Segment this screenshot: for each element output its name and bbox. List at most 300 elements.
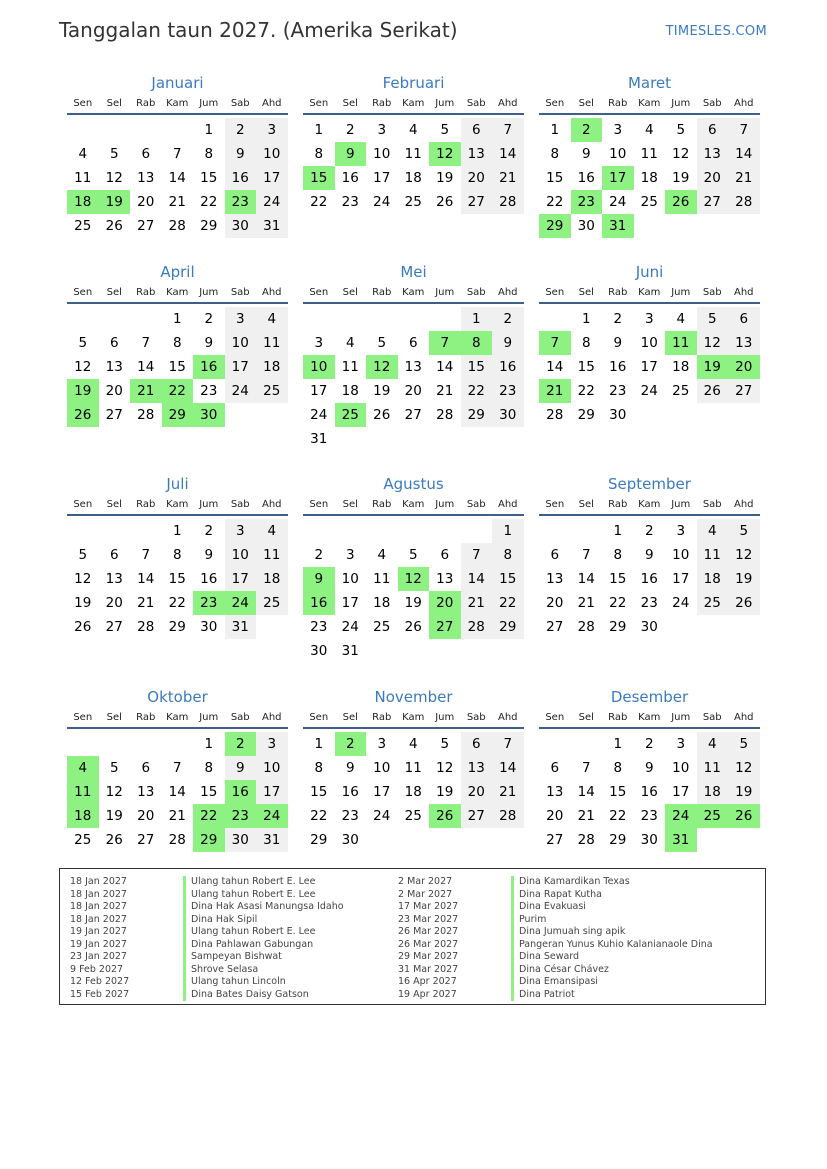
week-row bbox=[539, 355, 760, 379]
holiday-marker bbox=[183, 939, 186, 952]
day-cell: 13 bbox=[137, 784, 155, 800]
day-cell: 1 bbox=[314, 736, 324, 752]
day-cell-weekend: 11 bbox=[697, 543, 729, 567]
day-cell: 18 bbox=[672, 359, 690, 375]
legend-date: 31 Mar 2027 bbox=[398, 963, 459, 975]
day-cell: 29 bbox=[609, 832, 627, 848]
day-cell-weekend: 4 bbox=[256, 519, 288, 543]
day-cell: 18 bbox=[341, 383, 359, 399]
month-title: Oktober bbox=[147, 688, 208, 706]
weekday-label: Kam bbox=[402, 287, 425, 298]
day-cell-weekend: 20 bbox=[461, 166, 493, 190]
weekday-label: Sab bbox=[466, 712, 486, 723]
day-cell: 25 bbox=[404, 808, 422, 824]
weekday-label: Rab bbox=[372, 712, 392, 723]
day-cell: 4 bbox=[676, 311, 686, 327]
week-row bbox=[303, 756, 524, 780]
weekday-label: Ahd bbox=[497, 499, 518, 510]
day-cell: 20 bbox=[137, 808, 155, 824]
day-cell: 10 bbox=[609, 146, 627, 162]
day-cell: 26 bbox=[436, 194, 454, 210]
site-logo[interactable]: TIMESLES.COM bbox=[665, 24, 767, 39]
month-januari bbox=[67, 73, 288, 238]
day-cell-weekend: 1 bbox=[461, 307, 493, 331]
day-cell-empty bbox=[728, 214, 760, 238]
week-row bbox=[303, 355, 524, 379]
day-cell: 30 bbox=[310, 643, 328, 659]
day-cell-holiday: 8 bbox=[461, 331, 493, 355]
weekday-label: Ahd bbox=[733, 98, 754, 109]
day-cell: 28 bbox=[577, 832, 595, 848]
day-cell-weekend: 25 bbox=[697, 591, 729, 615]
day-cell-weekend: 10 bbox=[256, 142, 288, 166]
day-cell-weekend: 6 bbox=[461, 732, 493, 756]
day-cell-empty bbox=[571, 519, 603, 543]
day-cell-weekend: 12 bbox=[697, 331, 729, 355]
legend-holiday-name: Dina Seward bbox=[519, 951, 580, 962]
day-cell: 15 bbox=[168, 359, 186, 375]
holiday-marker bbox=[183, 889, 186, 902]
day-cell-holiday: 11 bbox=[67, 780, 99, 804]
weekday-label: Sab bbox=[230, 499, 250, 510]
weekday-label: Jum bbox=[199, 499, 219, 510]
legend-date: 18 Jan 2027 bbox=[70, 888, 127, 900]
day-cell: 5 bbox=[440, 736, 450, 752]
day-cell: 14 bbox=[546, 359, 564, 375]
legend-row bbox=[70, 989, 344, 1002]
weekday-header bbox=[303, 498, 524, 516]
weekday-label: Sel bbox=[342, 287, 358, 298]
day-cell-weekend: 27 bbox=[461, 804, 493, 828]
day-cell: 15 bbox=[546, 170, 564, 186]
day-cell: 22 bbox=[546, 194, 564, 210]
holiday-marker bbox=[183, 914, 186, 927]
legend-holiday-name: Dina Kamardikan Texas bbox=[519, 876, 630, 887]
day-cell: 5 bbox=[377, 335, 387, 351]
day-cell: 5 bbox=[78, 335, 88, 351]
holiday-marker bbox=[183, 876, 186, 889]
day-cell-holiday: 11 bbox=[665, 331, 697, 355]
day-cell-weekend: 12 bbox=[728, 543, 760, 567]
day-cell-weekend: 28 bbox=[461, 615, 493, 639]
weekday-label: Ahd bbox=[733, 712, 754, 723]
day-cell: 25 bbox=[640, 194, 658, 210]
day-cell-weekend: 18 bbox=[256, 567, 288, 591]
day-cell-empty bbox=[398, 307, 430, 331]
day-cell: 21 bbox=[577, 808, 595, 824]
week-row bbox=[67, 780, 288, 804]
legend-row bbox=[70, 901, 344, 914]
weekday-label: Ahd bbox=[261, 499, 282, 510]
day-cell-empty bbox=[99, 732, 131, 756]
day-cell-empty bbox=[728, 828, 760, 852]
day-cell-holiday: 21 bbox=[539, 379, 571, 403]
day-cell-empty bbox=[634, 214, 666, 238]
holiday-marker bbox=[511, 914, 514, 927]
day-cell-empty bbox=[335, 427, 367, 451]
day-cell-weekend: 20 bbox=[697, 166, 729, 190]
day-cell: 22 bbox=[609, 595, 627, 611]
week-row bbox=[303, 567, 524, 591]
day-cell-empty bbox=[539, 519, 571, 543]
day-cell: 30 bbox=[640, 619, 658, 635]
day-cell-holiday: 23 bbox=[193, 591, 225, 615]
day-cell: 1 bbox=[581, 311, 591, 327]
day-cell-holiday: 23 bbox=[571, 190, 603, 214]
day-cell-holiday: 4 bbox=[67, 756, 99, 780]
legend-date: 9 Feb 2027 bbox=[70, 963, 124, 975]
day-cell-weekend: 19 bbox=[728, 780, 760, 804]
day-cell-holiday: 9 bbox=[303, 567, 335, 591]
weekday-label: Jum bbox=[435, 499, 455, 510]
day-cell: 24 bbox=[640, 383, 658, 399]
legend-date: 15 Feb 2027 bbox=[70, 988, 130, 1000]
day-cell: 3 bbox=[345, 547, 355, 563]
week-row bbox=[539, 567, 760, 591]
weekday-label: Sel bbox=[106, 287, 122, 298]
day-cell: 29 bbox=[609, 619, 627, 635]
day-cell: 22 bbox=[200, 194, 218, 210]
week-row bbox=[67, 118, 288, 142]
weekday-label: Sel bbox=[578, 712, 594, 723]
day-cell-holiday: 9 bbox=[335, 142, 367, 166]
day-cell-weekend: 6 bbox=[728, 307, 760, 331]
week-row bbox=[539, 543, 760, 567]
day-cell-holiday: 26 bbox=[728, 804, 760, 828]
week-row bbox=[539, 756, 760, 780]
legend-holiday-name: Ulang tahun Robert E. Lee bbox=[191, 888, 316, 900]
day-cell-holiday: 21 bbox=[130, 379, 162, 403]
holiday-marker bbox=[511, 976, 514, 989]
weekday-label: Kam bbox=[166, 287, 189, 298]
day-cell: 4 bbox=[408, 122, 418, 138]
day-cell-empty bbox=[366, 307, 398, 331]
day-cell: 30 bbox=[341, 832, 359, 848]
day-cell-weekend: 3 bbox=[225, 307, 257, 331]
day-cell: 14 bbox=[577, 571, 595, 587]
day-cell-holiday: 18 bbox=[67, 190, 99, 214]
week-row bbox=[67, 331, 288, 355]
day-cell: 1 bbox=[550, 122, 560, 138]
day-cell-weekend: 24 bbox=[256, 190, 288, 214]
day-cell: 28 bbox=[577, 619, 595, 635]
day-cell-weekend: 18 bbox=[697, 780, 729, 804]
holiday-marker bbox=[511, 964, 514, 977]
day-cell-weekend: 3 bbox=[256, 732, 288, 756]
legend-date: 16 Apr 2027 bbox=[398, 976, 457, 987]
day-cell-empty bbox=[634, 403, 666, 427]
day-cell: 14 bbox=[436, 359, 454, 375]
day-cell-weekend: 12 bbox=[728, 756, 760, 780]
day-cell: 20 bbox=[137, 194, 155, 210]
day-cell-empty bbox=[256, 615, 288, 639]
legend-date: 2 Mar 2027 bbox=[398, 876, 453, 887]
legend-holiday-name: Dina Hak Sipil bbox=[191, 913, 258, 925]
week-row bbox=[539, 519, 760, 543]
day-cell-weekend: 14 bbox=[492, 142, 524, 166]
day-cell: 1 bbox=[613, 736, 623, 752]
day-cell-weekend: 26 bbox=[728, 591, 760, 615]
day-cell: 17 bbox=[672, 784, 690, 800]
month-title: Januari bbox=[151, 74, 204, 92]
day-cell-empty bbox=[665, 403, 697, 427]
month-desember bbox=[539, 687, 760, 852]
day-cell-weekend: 27 bbox=[461, 190, 493, 214]
day-cell: 24 bbox=[373, 194, 391, 210]
week-row bbox=[539, 118, 760, 142]
weekday-label: Sel bbox=[578, 98, 594, 109]
week-row bbox=[67, 591, 288, 615]
day-cell: 18 bbox=[640, 170, 658, 186]
week-row bbox=[303, 166, 524, 190]
day-cell: 9 bbox=[581, 146, 591, 162]
day-cell: 29 bbox=[577, 407, 595, 423]
legend-row bbox=[398, 876, 713, 889]
weekday-header bbox=[67, 498, 288, 516]
weekday-label: Rab bbox=[136, 712, 156, 723]
legend-row bbox=[70, 926, 344, 939]
day-cell-holiday: 24 bbox=[225, 591, 257, 615]
weekday-label: Rab bbox=[608, 98, 628, 109]
legend-holiday-name: Dina Emansipasi bbox=[519, 976, 598, 987]
day-cell-empty bbox=[461, 519, 493, 543]
day-cell-holiday: 29 bbox=[162, 403, 194, 427]
day-cell: 6 bbox=[141, 146, 151, 162]
day-cell-weekend: 9 bbox=[225, 142, 257, 166]
week-row bbox=[539, 591, 760, 615]
day-cell-weekend: 14 bbox=[492, 756, 524, 780]
legend-row bbox=[70, 964, 344, 977]
legend-date: 19 Jan 2027 bbox=[70, 926, 127, 937]
day-cell: 9 bbox=[644, 547, 654, 563]
day-cell: 25 bbox=[404, 194, 422, 210]
day-cell: 24 bbox=[341, 619, 359, 635]
day-cell: 6 bbox=[109, 335, 119, 351]
day-cell: 23 bbox=[341, 808, 359, 824]
day-cell-weekend: 22 bbox=[492, 591, 524, 615]
day-cell: 19 bbox=[105, 808, 123, 824]
month-juni bbox=[539, 262, 760, 427]
legend-holiday-name: Dina Patriot bbox=[519, 988, 575, 1000]
day-cell-weekend: 15 bbox=[492, 567, 524, 591]
day-cell-weekend: 27 bbox=[728, 379, 760, 403]
day-cell-empty bbox=[539, 307, 571, 331]
weekday-label: Sen bbox=[309, 499, 329, 510]
day-cell-weekend: 31 bbox=[225, 615, 257, 639]
weekday-label: Sen bbox=[545, 499, 565, 510]
week-row bbox=[67, 166, 288, 190]
month-oktober bbox=[67, 687, 288, 852]
day-cell-weekend: 10 bbox=[225, 331, 257, 355]
day-cell: 14 bbox=[137, 359, 155, 375]
legend-column-right bbox=[398, 876, 713, 1001]
day-cell-empty bbox=[162, 732, 194, 756]
weekday-label: Rab bbox=[136, 98, 156, 109]
day-cell-holiday: 12 bbox=[366, 355, 398, 379]
day-cell-weekend: 10 bbox=[225, 543, 257, 567]
weekday-label: Rab bbox=[372, 287, 392, 298]
day-cell-weekend: 20 bbox=[461, 780, 493, 804]
day-cell: 13 bbox=[546, 784, 564, 800]
day-cell-weekend: 25 bbox=[256, 591, 288, 615]
day-cell: 1 bbox=[314, 122, 324, 138]
weekday-label: Jum bbox=[435, 712, 455, 723]
legend-row bbox=[398, 951, 713, 964]
legend-row bbox=[70, 889, 344, 902]
day-cell: 6 bbox=[550, 760, 560, 776]
day-cell: 8 bbox=[204, 760, 214, 776]
day-cell-empty bbox=[461, 639, 493, 663]
month-februari bbox=[303, 73, 524, 214]
weekday-label: Rab bbox=[136, 287, 156, 298]
day-cell: 8 bbox=[172, 547, 182, 563]
day-cell-weekend: 18 bbox=[697, 567, 729, 591]
day-cell: 29 bbox=[168, 619, 186, 635]
weekday-label: Jum bbox=[199, 287, 219, 298]
day-cell-holiday: 29 bbox=[193, 828, 225, 852]
day-cell-holiday: 12 bbox=[398, 567, 430, 591]
weekday-label: Kam bbox=[402, 712, 425, 723]
legend-holiday-name: Ulang tahun Robert E. Lee bbox=[191, 876, 316, 887]
legend-holiday-name: Dina Evakuasi bbox=[519, 901, 586, 912]
day-cell-holiday: 25 bbox=[697, 804, 729, 828]
legend-holiday-name: Ulang tahun Robert E. Lee bbox=[191, 926, 316, 937]
weekday-label: Ahd bbox=[261, 98, 282, 109]
day-cell: 10 bbox=[640, 335, 658, 351]
day-cell: 7 bbox=[172, 146, 182, 162]
day-cell: 11 bbox=[373, 571, 391, 587]
week-row bbox=[303, 804, 524, 828]
day-cell-holiday: 22 bbox=[193, 804, 225, 828]
holiday-marker bbox=[183, 964, 186, 977]
weekday-label: Sen bbox=[73, 499, 93, 510]
day-cell-weekend: 30 bbox=[492, 403, 524, 427]
holiday-marker bbox=[511, 901, 514, 914]
day-cell: 2 bbox=[314, 547, 324, 563]
day-cell: 1 bbox=[172, 311, 182, 327]
weekday-label: Kam bbox=[638, 98, 661, 109]
week-row bbox=[539, 142, 760, 166]
weekday-label: Sen bbox=[545, 287, 565, 298]
day-cell-holiday: 18 bbox=[67, 804, 99, 828]
day-cell-empty bbox=[67, 519, 99, 543]
day-cell-weekend: 29 bbox=[492, 615, 524, 639]
day-cell-weekend: 4 bbox=[697, 732, 729, 756]
weekday-label: Kam bbox=[166, 712, 189, 723]
week-row bbox=[539, 379, 760, 403]
weekday-label: Kam bbox=[638, 712, 661, 723]
day-cell-holiday: 24 bbox=[665, 804, 697, 828]
weekday-label: Sab bbox=[230, 287, 250, 298]
day-cell-weekend: 29 bbox=[461, 403, 493, 427]
legend-holiday-name: Dina Pahlawan Gabungan bbox=[191, 938, 314, 950]
week-row bbox=[67, 828, 288, 852]
day-cell-holiday: 7 bbox=[539, 331, 571, 355]
day-cell-weekend: 31 bbox=[256, 828, 288, 852]
week-row bbox=[303, 190, 524, 214]
day-cell: 26 bbox=[404, 619, 422, 635]
day-cell: 21 bbox=[168, 808, 186, 824]
week-row bbox=[303, 543, 524, 567]
day-cell: 17 bbox=[373, 170, 391, 186]
day-cell: 22 bbox=[310, 194, 328, 210]
day-cell: 20 bbox=[404, 383, 422, 399]
weekday-label: Sen bbox=[545, 712, 565, 723]
weekday-header bbox=[67, 286, 288, 304]
weekday-label: Ahd bbox=[497, 98, 518, 109]
month-title: Maret bbox=[627, 74, 672, 92]
legend-holiday-name: Shrove Selasa bbox=[191, 963, 259, 975]
legend-row bbox=[398, 939, 713, 952]
day-cell: 16 bbox=[341, 784, 359, 800]
day-cell-empty bbox=[665, 214, 697, 238]
day-cell-weekend: 11 bbox=[256, 331, 288, 355]
day-cell: 21 bbox=[577, 595, 595, 611]
day-cell-weekend: 13 bbox=[697, 142, 729, 166]
weekday-label: Rab bbox=[372, 499, 392, 510]
day-cell: 26 bbox=[105, 218, 123, 234]
day-cell: 27 bbox=[546, 832, 564, 848]
weekday-label: Jum bbox=[671, 98, 691, 109]
legend-holiday-name: Dina Hak Asasi Manungsa Idaho bbox=[191, 901, 344, 912]
weekday-label: Sen bbox=[73, 287, 93, 298]
weekday-label: Ahd bbox=[497, 287, 518, 298]
day-cell: 8 bbox=[581, 335, 591, 351]
week-row bbox=[67, 307, 288, 331]
day-cell: 21 bbox=[436, 383, 454, 399]
day-cell: 20 bbox=[546, 595, 564, 611]
day-cell: 28 bbox=[546, 407, 564, 423]
weekday-label: Ahd bbox=[733, 499, 754, 510]
weekday-label: Kam bbox=[402, 98, 425, 109]
day-cell: 28 bbox=[137, 407, 155, 423]
day-cell: 23 bbox=[310, 619, 328, 635]
day-cell-empty bbox=[67, 118, 99, 142]
week-row bbox=[67, 142, 288, 166]
day-cell: 12 bbox=[672, 146, 690, 162]
day-cell-weekend: 31 bbox=[256, 214, 288, 238]
day-cell: 28 bbox=[137, 619, 155, 635]
weekday-label: Ahd bbox=[261, 712, 282, 723]
day-cell-weekend: 27 bbox=[697, 190, 729, 214]
weekday-header bbox=[539, 97, 760, 115]
day-cell-holiday: 17 bbox=[602, 166, 634, 190]
day-cell: 28 bbox=[168, 218, 186, 234]
day-cell-empty bbox=[492, 828, 524, 852]
day-cell: 31 bbox=[341, 643, 359, 659]
holiday-marker bbox=[183, 901, 186, 914]
day-cell-holiday: 26 bbox=[67, 403, 99, 427]
month-title: Juli bbox=[166, 475, 189, 493]
day-cell: 11 bbox=[341, 359, 359, 375]
day-cell-weekend: 10 bbox=[256, 756, 288, 780]
day-cell-weekend: 4 bbox=[697, 519, 729, 543]
weekday-header bbox=[539, 286, 760, 304]
month-september bbox=[539, 474, 760, 639]
day-cell-empty bbox=[461, 828, 493, 852]
legend-date: 23 Jan 2027 bbox=[70, 951, 127, 962]
legend-holiday-name: Ulang tahun Lincoln bbox=[191, 976, 286, 987]
weekday-label: Sel bbox=[578, 287, 594, 298]
day-cell: 10 bbox=[373, 146, 391, 162]
day-cell: 7 bbox=[141, 335, 151, 351]
day-cell-empty bbox=[398, 427, 430, 451]
week-row bbox=[303, 403, 524, 427]
weekday-label: Kam bbox=[166, 499, 189, 510]
week-row bbox=[67, 615, 288, 639]
legend-row bbox=[398, 976, 713, 989]
day-cell: 3 bbox=[377, 122, 387, 138]
